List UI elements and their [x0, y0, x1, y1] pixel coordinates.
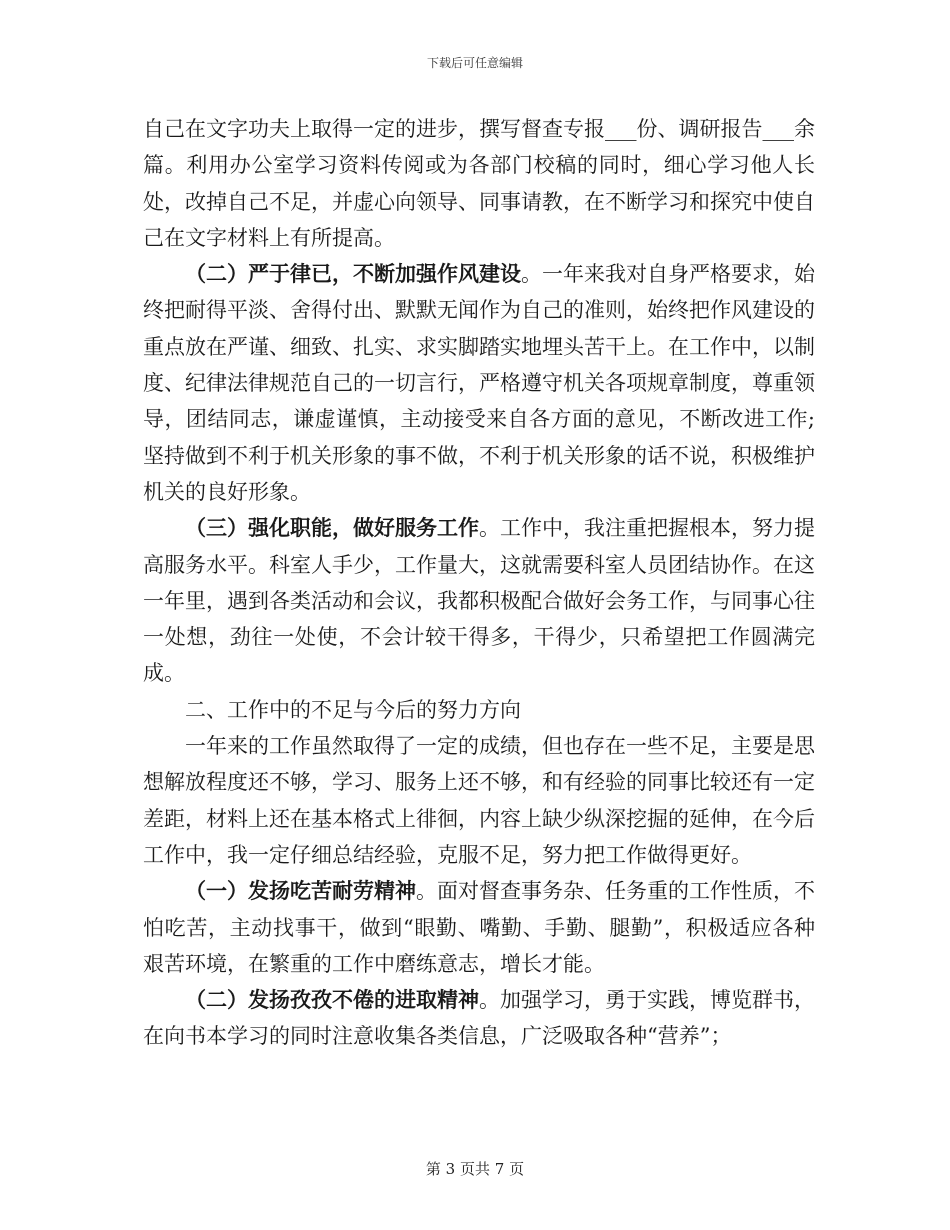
paragraph-heading: （二）严于律已，不断加强作风建设 — [185, 261, 521, 287]
paragraph-enterprising — [143, 982, 815, 1055]
paragraph-text: 。面对督查事务杂、任务重的工作性质，不怕吃苦，主动找事干，做到“眼勤、嘴勤、手勤、腿勤”，积极适应各种艰苦环境，在繁重的工作中磨练意志，增长才能。 — [143, 879, 815, 976]
paragraph-heading: （二）发扬孜孜不倦的进取精神 — [185, 987, 479, 1013]
section-heading — [143, 692, 815, 728]
paragraph-text: 自己在文字功夫上取得一定的进步，撰写督查专报___份、调研报告___余篇。利用办公室学习资料传阅或为各部门校稿的同时，细心学习他人长处，改掉自己不足，并虚心向领导、同事请教，在不断学习和探究中使自己在文字材料上有所提高。 — [143, 117, 815, 250]
paragraph-continuation — [143, 111, 815, 256]
paragraph-shortcomings — [143, 728, 815, 873]
page-number: 第 3 页共 7 页 — [425, 1160, 525, 1178]
paragraph-service — [143, 510, 815, 691]
section-heading-text: 二、工作中的不足与今后的努力方向 — [185, 697, 521, 722]
paragraph-heading: （三）强化职能，做好服务工作 — [185, 515, 479, 541]
paragraph-text: 一年来的工作虽然取得了一定的成绩，但也存在一些不足，主要是思想解放程度还不够，学习、服务上还不够，和有经验的同事比较还有一定差距，材料上还在基本格式上徘徊，内容上缺少纵深挖掘的延伸，在今后工作中，我一定仔细总结经验，克服不足，努力把工作做得更好。 — [143, 734, 815, 867]
paragraph-text: 。加强学习，勇于实践，博览群书，在向书本学习的同时注意收集各类信息，广泛吸取各种“营养”； — [143, 988, 815, 1049]
paragraph-work-style — [143, 256, 815, 510]
paragraph-hardworking — [143, 873, 815, 982]
paragraph-text: 。一年来我对自身严格要求，始终把耐得平淡、舍得付出、默默无闻作为自己的准则，始终把作风建设的重点放在严谨、细致、扎实、求实脚踏实地埋头苦干上。在工作中，以制度、纪律法律规范自己的一切言行，严格遵守机关各项规章制度，尊重领导，团结同志，谦虚谨慎，主动接受来自各方面的意见，不断改进工作;坚持做到不利于机关形象的事不做，不利于机关形象的话不说，积极维护机关的良好形象。 — [143, 262, 815, 504]
page-header: 下载后可任意编辑 — [426, 56, 523, 70]
paragraph-heading: （一）发扬吃苦耐劳精神 — [185, 878, 416, 904]
document-body — [143, 111, 815, 1055]
paragraph-text: 。工作中，我注重把握根本，努力提高服务水平。科室人手少，工作量大，这就需要科室人员团结协作。在这一年里，遇到各类活动和会议，我都积极配合做好会务工作，与同事心往一处想，劲往一处使，不会计较干得多，干得少，只希望把工作圆满完成。 — [143, 516, 815, 686]
